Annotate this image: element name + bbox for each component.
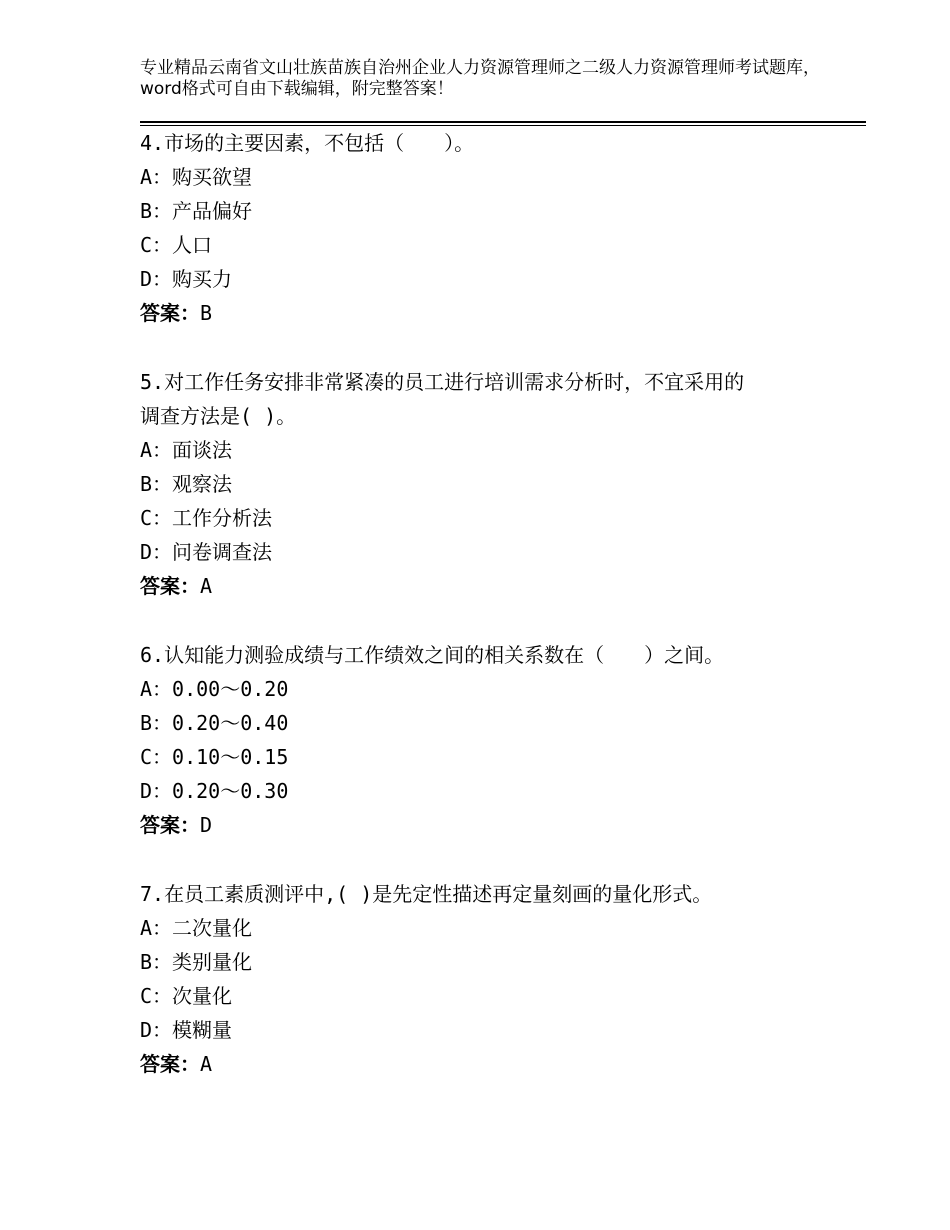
answer-value: A [200, 1052, 213, 1076]
document-header: 专业精品云南省文山壮族苗族自治州企业人力资源管理师之二级人力资源管理师考试题库，word格式可自由下载编辑，附完整答案！ [140, 58, 820, 99]
option-d: D：0.20～0.30 [140, 779, 289, 803]
option-c: C：人口 [140, 233, 213, 257]
option-b: B：产品偏好 [140, 199, 253, 223]
answer-label: 答案： [140, 813, 200, 837]
header-rule-thick [140, 121, 866, 123]
question-stem: 4.市场的主要因素，不包括（ ）。 [140, 131, 475, 155]
question-7 [140, 877, 830, 1081]
option-a: A：二次量化 [140, 916, 253, 940]
option-c: C：工作分析法 [140, 506, 273, 530]
option-a: A：面谈法 [140, 438, 233, 462]
question-stem-line-1: 5.对工作任务安排非常紧凑的员工进行培训需求分析时，不宜采用的 [140, 370, 745, 394]
answer-label: 答案： [140, 301, 200, 325]
answer-value: B [200, 301, 213, 325]
option-a: A：0.00～0.20 [140, 677, 289, 701]
answer-line [140, 808, 830, 842]
question-4 [140, 126, 830, 330]
answer-value: D [200, 813, 213, 837]
option-c: C：次量化 [140, 984, 233, 1008]
question-stem-line-2: 调查方法是( )。 [140, 404, 297, 428]
answer-line [140, 1047, 830, 1081]
answer-value: A [200, 574, 213, 598]
question-5 [140, 365, 830, 603]
option-b: B：0.20～0.40 [140, 711, 289, 735]
answer-label: 答案： [140, 574, 200, 598]
option-b: B：类别量化 [140, 950, 253, 974]
option-d: D：模糊量 [140, 1018, 233, 1042]
question-stem: 6.认知能力测验成绩与工作绩效之间的相关系数在（ ）之间。 [140, 643, 725, 667]
option-a: A：购买欲望 [140, 165, 253, 189]
answer-line [140, 296, 830, 330]
question-6 [140, 638, 830, 842]
answer-line [140, 569, 830, 603]
answer-label: 答案： [140, 1052, 200, 1076]
question-stem: 7.在员工素质测评中,( )是先定性描述再定量刻画的量化形式。 [140, 882, 713, 906]
option-c: C：0.10～0.15 [140, 745, 289, 769]
option-d: D：购买力 [140, 267, 233, 291]
option-d: D：问卷调查法 [140, 540, 273, 564]
option-b: B：观察法 [140, 472, 233, 496]
